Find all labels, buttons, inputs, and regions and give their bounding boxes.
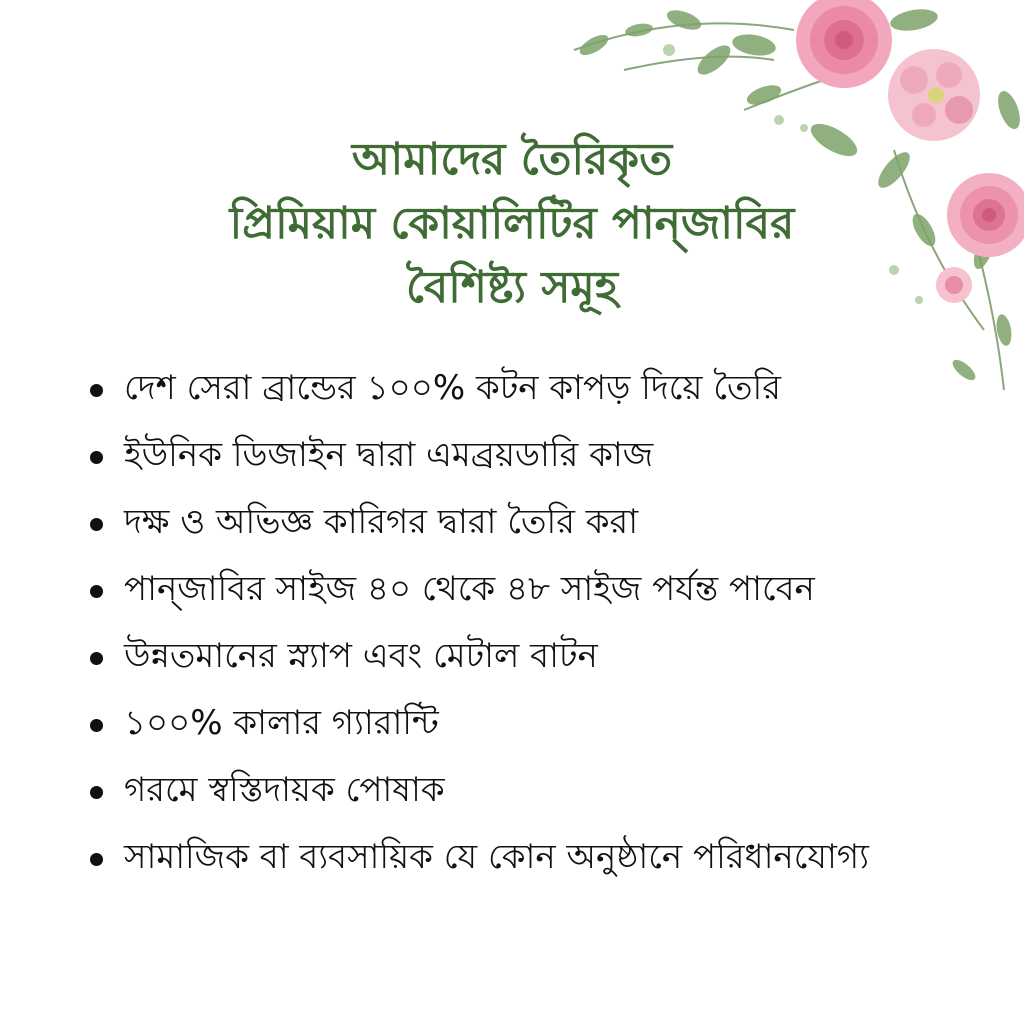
title-line-3: বৈশিষ্ট্য সমূহ [406, 262, 618, 313]
bullet-icon [90, 585, 103, 598]
list-item [84, 425, 1004, 492]
feature-text: দেশ সেরা ব্রান্ডের ১০০% কটন কাপড় দিয়ে তৈরি [124, 368, 781, 408]
bullet-icon [90, 518, 103, 531]
bullet-icon [90, 451, 103, 464]
feature-text: উন্নতমানের স্ন্যাপ এবং মেটাল বাটন [124, 636, 598, 676]
feature-text: ইউনিক ডিজাইন দ্বারা এমব্রয়ডারি কাজ [124, 435, 654, 475]
title-line-1: আমাদের তৈরিকৃত [351, 134, 673, 185]
bullet-icon [90, 384, 103, 397]
bullet-icon [90, 786, 103, 799]
list-item [84, 626, 1004, 693]
list-item [84, 827, 1004, 894]
rose-top [796, 0, 892, 88]
bullet-icon [90, 853, 103, 866]
feature-text: পান্জাবির সাইজ ৪০ থেকে ৪৮ সাইজ পর্যন্ত পাবেন [124, 569, 815, 609]
list-item [84, 693, 1004, 760]
feature-text: ১০০% কালার গ্যারান্টি [124, 703, 439, 743]
list-item [84, 559, 1004, 626]
list-item [84, 760, 1004, 827]
bullet-icon [90, 719, 103, 732]
bullet-icon [90, 652, 103, 665]
feature-text: দক্ষ ও অভিজ্ঞ কারিগর দ্বারা তৈরি করা [124, 502, 639, 542]
list-item [84, 492, 1004, 559]
page-title [0, 128, 1024, 320]
list-item [84, 358, 1004, 425]
title-line-2: প্রিমিয়াম কোয়ালিটির পান্জাবির [229, 198, 795, 249]
feature-list [84, 358, 1004, 894]
feature-text: সামাজিক বা ব্যবসায়িক যে কোন অনুষ্ঠানে পরিধানযোগ্য [124, 837, 869, 877]
feature-text: গরমে স্বস্তিদায়ক পোষাক [124, 770, 445, 810]
